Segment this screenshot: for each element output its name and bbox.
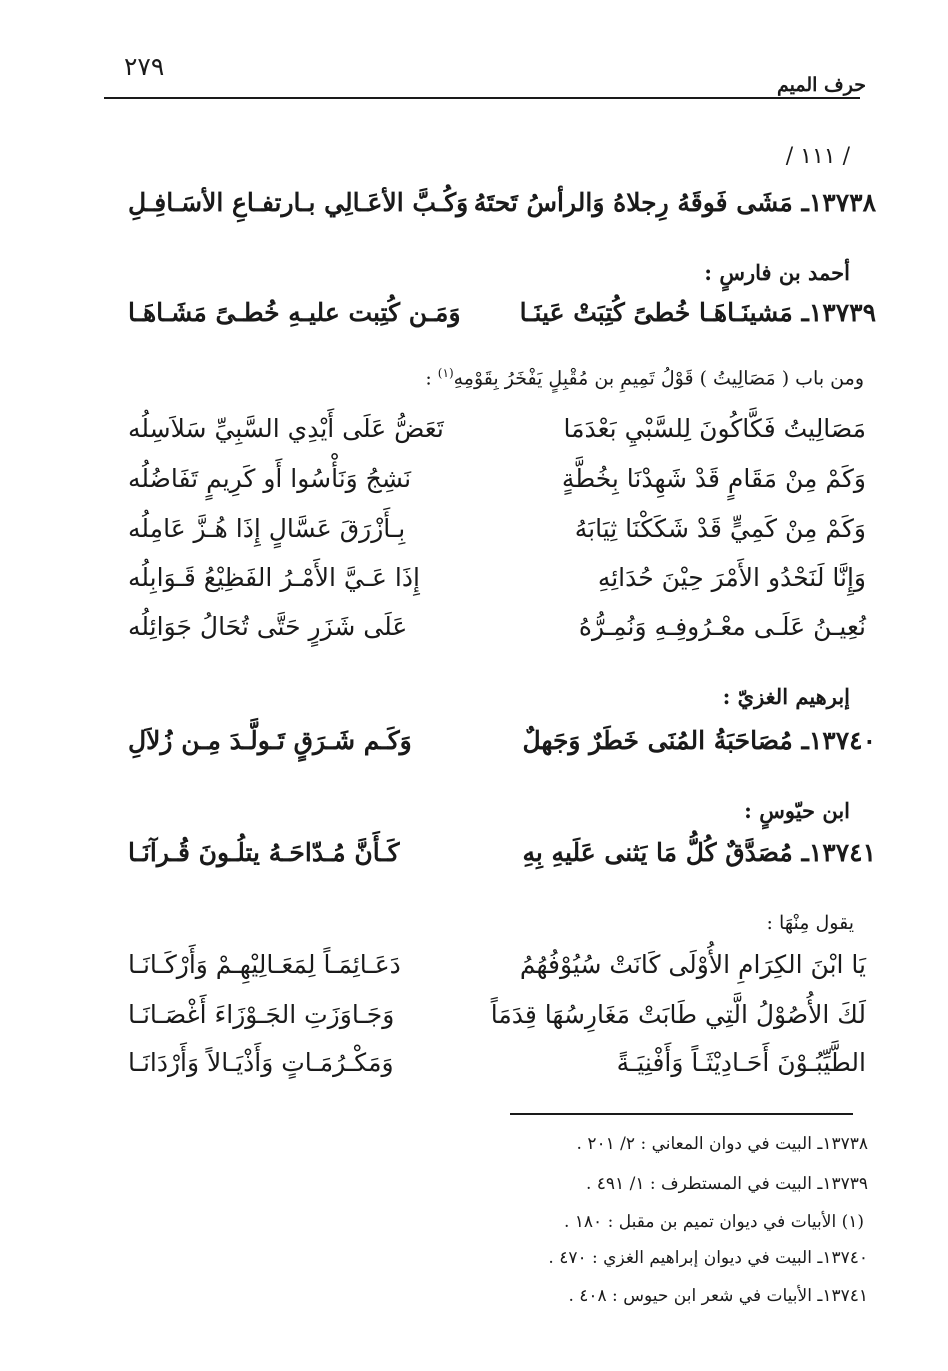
intro-colon: : [425, 367, 438, 390]
verse-second-hemistich: وَمَـن كُتِبت عليـهِ خُطـىً مَشَـاهَـا [128, 298, 461, 327]
footnote-1: (١) الأبيات في ديوان تميم بن مقبل : ١٨٠ . [563, 1212, 864, 1232]
poet-name-ibn-hayyus: ابن حيّوسٍ : [744, 798, 850, 823]
poem-second-hemistich: إِذَا عَـيَّ الأَمْـرُ الفَظِيْعُ قَـوَابِلُه [128, 563, 420, 592]
poem-first-hemistich: لَكَ الأُصُوْلُ الَّتِي طَابَتْ مَغَارِسُهَا قِدَمَاً [490, 1000, 866, 1029]
poem-first-hemistich: يَا ابْنَ الكِرَامِ الأُوْلَى كَانَتْ سُيُوْفُهُمُ [519, 950, 866, 979]
poem-first-hemistich: وَإِنَّا لَنَحْدُو الأَمْرَ حِيْنَ حُدَائِهِ [597, 563, 866, 592]
footnote-13739: ١٣٧٣٩ـ البيت في المستطرف : ١/ ٤٩١ . [585, 1174, 868, 1194]
verse-13739 [128, 298, 876, 344]
poem-second-hemistich: وَمَكْـرُمَـاتٍ وَأَذْيَـالاً وَأَرْدَانَـا [128, 1048, 394, 1077]
poem-second-hemistich: عَلَى شَزَرٍ حَتَّى تُحَالُ جَوَائِلُه [128, 612, 408, 641]
intro-text: ومن باب ( مَصَالِيتُ ) قَوْلُ تَمِيمِ بن مُقْبِلٍ يَفْخَرُ بِقَوْمِهِ [453, 367, 864, 390]
poem-line [128, 464, 866, 508]
header-divider [104, 97, 860, 99]
poem-second-hemistich: نَشِجُ وَنَأْسُوا أَو كَرِيمٍ تَفَاضُلُه [128, 464, 412, 493]
footnote-marker: (١) [437, 366, 454, 380]
verse-first-hemistich: ١٣٧٤٠ـ مُصَاحَبَةُ المُنَى خَطَرٌ وَجَهلٌ [522, 726, 876, 755]
verse-first-hemistich: ١٣٧٤١ـ مُصَدَّقٌ كُلُّ مَا يَثنى عَلَيهِ بِهِ [522, 838, 876, 867]
poem-first-hemistich: مَصَالِيتُ فَكَّاكُونَ لِلسَّبْيِ بَعْدَمَا [563, 414, 866, 443]
verse-13740 [128, 726, 876, 772]
poem-first-hemistich: نُعِيـنُ عَلَـى معْـرُوفِـهِ وَنُمِـرُّهُ [578, 612, 866, 641]
poem-first-hemistich: الطَّيِّبُـوْنَ أَحَـادِيْثَـاً وَأَفْنِيَـةً [616, 1048, 866, 1077]
poem-second-hemistich: دَعَـائِمَـاً لِمَعَـالِيْهِـمْ وَأَرْكَـانَـا [128, 950, 401, 979]
poem-second-hemistich: وَجَـاوَزَتِ الجَـوْزَاءَ أَغْصَـانَـا [128, 1000, 395, 1029]
footnote-13741: ١٣٧٤١ـ الأبيات في شعر ابن حيوس : ٤٠٨ . [568, 1286, 868, 1306]
verse-first-hemistich: ١٣٧٣٩ـ مَشينَـاهَـا خُطىً كُتِبَتْ عَينَـا [519, 298, 876, 327]
verse-13741 [128, 838, 876, 884]
poem-second-hemistich: تَعَضُّ عَلَى أَيْدِي السَّبِيِّ سَلاَسِلُه [128, 414, 444, 443]
poem-line [128, 563, 866, 607]
poem-line [128, 514, 866, 558]
intro-minha: يقول مِنْهَا : [766, 912, 854, 934]
footnote-divider [510, 1113, 853, 1115]
chapter-title: حرف الميم [777, 74, 866, 96]
verse-second-hemistich: وَكَـم شَـرَقٍ تَـولَّـدَ مِـن زُلاَلِ [128, 726, 412, 755]
intro-masaleet [425, 366, 864, 389]
poem-second-hemistich: بِـأَزْرَقَ عَسَّالٍ إِذَا هُـزَّ عَامِلُه [128, 514, 406, 543]
poet-name-ibn-faris: أحمد بن فارسٍ : [704, 260, 850, 285]
verse-second-hemistich: كَـأَنَّ مُـدّاحَـهُ يتلُـونَ قُـرآنَـا [128, 838, 400, 867]
poem-line [128, 414, 866, 458]
poem-line [128, 1048, 866, 1092]
page-number: ٢٧٩ [124, 52, 165, 81]
poem-line [128, 950, 866, 994]
poem-first-hemistich: وَكَمْ مِنْ كَمِيٍّ قَدْ شَكَكْنَا ثِيَابَهُ [574, 514, 866, 543]
verse-second-hemistich: وَكُـبَّ الأعَـالِي بـارتفـاعِ الأسَـافِـلِ [128, 188, 469, 217]
footnote-13740: ١٣٧٤٠ـ البيت في ديوان إبراهيم الغزي : ٤٧٠ . [548, 1248, 868, 1268]
footnote-13738: ١٣٧٣٨ـ البيت في دوان المعاني : ٢/ ٢٠١ . [576, 1134, 868, 1154]
verse-13738 [128, 188, 876, 234]
poem-line [128, 1000, 866, 1044]
poet-name-ghazzi: إبرهيم الغزيّ : [722, 684, 850, 709]
verse-first-hemistich: ١٣٧٣٨ـ مَشَى فَوقَهُ رِجلاهُ وَالرأسُ تَحتَهُ [473, 188, 876, 217]
poem-line [128, 612, 866, 656]
poem-first-hemistich: وَكَمْ مِنْ مَقَامٍ قَدْ شَهِدْنَا بِخُطَّةٍ [561, 464, 866, 493]
section-marker: / ١١١ / [785, 144, 850, 169]
